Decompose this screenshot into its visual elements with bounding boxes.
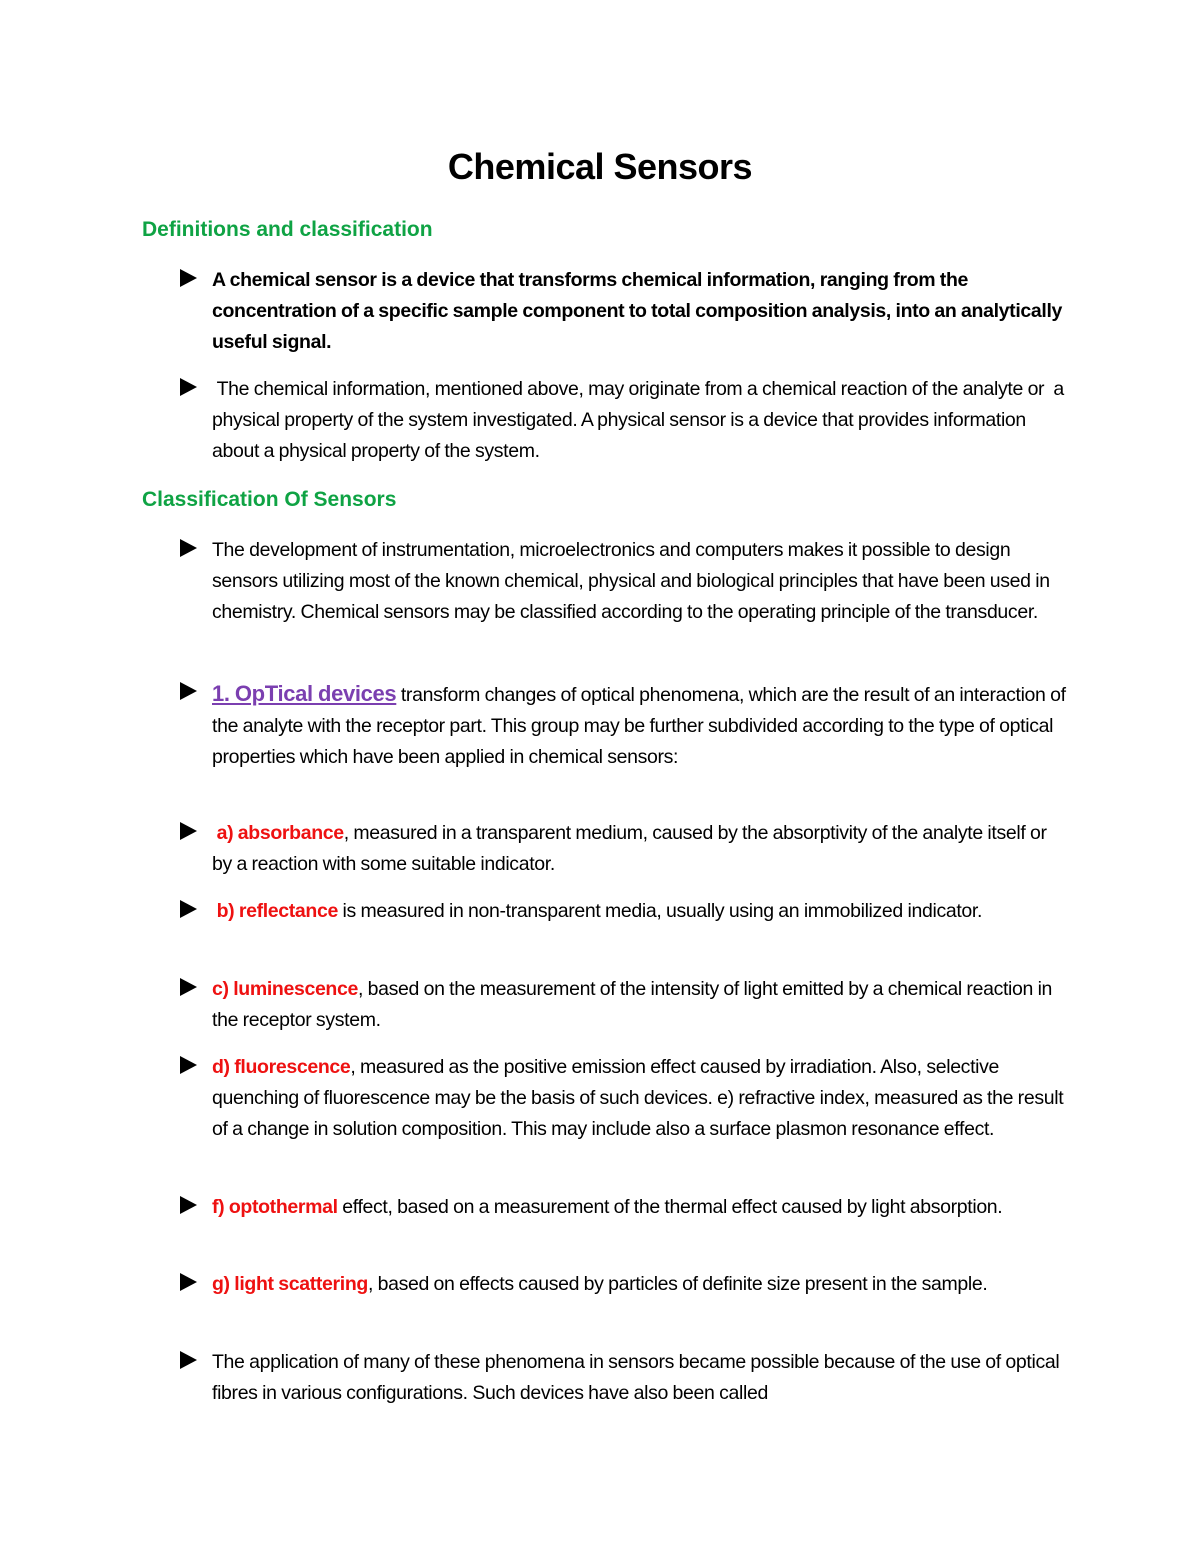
arrow-bullet-icon — [180, 822, 197, 840]
list-item — [180, 974, 1070, 1036]
bullet-text: The development of instrumentation, microelectronics and computers makes it possible to design sensors utilizing most of the known chemical, physical and biological principles that have been used in chemistry. Chemical sensors may be classified according to the operating principle of the transducer. — [212, 539, 1050, 623]
optical-devices-text: transform changes of optical phenomena, which are the result of an interaction of the analyte with the receptor part. This group may be further subdivided according to the type of optical properties which have been applied in chemical sensors: — [212, 684, 1066, 768]
bullet-text: f) optothermal effect, based on a measurement of the thermal effect caused by light absorption. — [212, 1196, 1003, 1218]
arrow-bullet-icon — [180, 539, 197, 557]
arrow-bullet-icon — [180, 1273, 197, 1291]
bullet-text: c) luminescence, based on the measurement of the intensity of light emitted by a chemical reaction in the receptor system. — [212, 978, 1053, 1031]
bullet-text — [212, 678, 1070, 773]
section-heading-definitions: Definitions and classification — [142, 218, 433, 241]
bullet-text: b) reflectance is measured in non-transparent media, usually using an immobilized indicator. — [216, 900, 983, 922]
arrow-bullet-icon — [180, 900, 197, 918]
page-title: Chemical Sensors — [447, 146, 753, 187]
bullet-text: a) absorbance, measured in a transparent medium, caused by the absorptivity of the analyte itself or by a reaction with some suitable indicator. — [212, 822, 1052, 875]
list-item — [180, 1052, 1070, 1145]
list-item — [180, 1347, 1070, 1409]
arrow-bullet-icon — [180, 682, 197, 700]
arrow-bullet-icon — [180, 1056, 197, 1074]
item-term: g) light scattering — [212, 1273, 368, 1295]
arrow-bullet-icon — [180, 378, 197, 396]
arrow-bullet-icon — [180, 1196, 197, 1214]
list-item — [180, 1192, 1070, 1223]
item-term: f) optothermal — [212, 1196, 338, 1218]
list-item — [180, 1269, 1070, 1300]
item-term: a) absorbance — [216, 822, 344, 844]
bullet-text: The application of many of these phenomena in sensors became possible because of the use of optical fibres in various configurations. Such devices have also been called — [212, 1351, 1060, 1404]
arrow-bullet-icon — [180, 978, 197, 996]
arrow-bullet-icon — [180, 1351, 197, 1369]
section-heading-classification: Classification Of Sensors — [142, 488, 397, 511]
bullet-text: A chemical sensor is a device that transforms chemical information, ranging from the concentration of a specific sample component to total composition analysis, into an analytically useful signal. — [212, 269, 1063, 353]
item-term: b) reflectance — [216, 900, 338, 922]
bullet-text: g) light scattering, based on effects caused by particles of definite size present in the sample. — [212, 1273, 988, 1295]
arrow-bullet-icon — [180, 269, 197, 287]
list-item — [180, 896, 1070, 927]
item-term: c) luminescence — [212, 978, 358, 1000]
list-item — [180, 265, 1070, 358]
bullet-text: The chemical information, mentioned above, may originate from a chemical reaction of the analyte or a physical property of the system investigated. A physical sensor is a device that provides information about a physical property of the system. — [212, 378, 1069, 462]
list-item — [180, 678, 1070, 773]
list-item — [180, 535, 1070, 628]
list-item — [180, 818, 1070, 880]
optical-devices-link[interactable]: 1. OpTical devices — [212, 681, 397, 706]
bullet-text: d) fluorescence, measured as the positive emission effect caused by irradiation. Also, selective quenching of fluorescence may be the basis of such devices. e) refractive index, measured as the result of a change in solution composition. This may include also a surface plasmon resonance effect. — [212, 1056, 1064, 1140]
item-term: d) fluorescence — [212, 1056, 351, 1078]
list-item — [180, 374, 1070, 467]
